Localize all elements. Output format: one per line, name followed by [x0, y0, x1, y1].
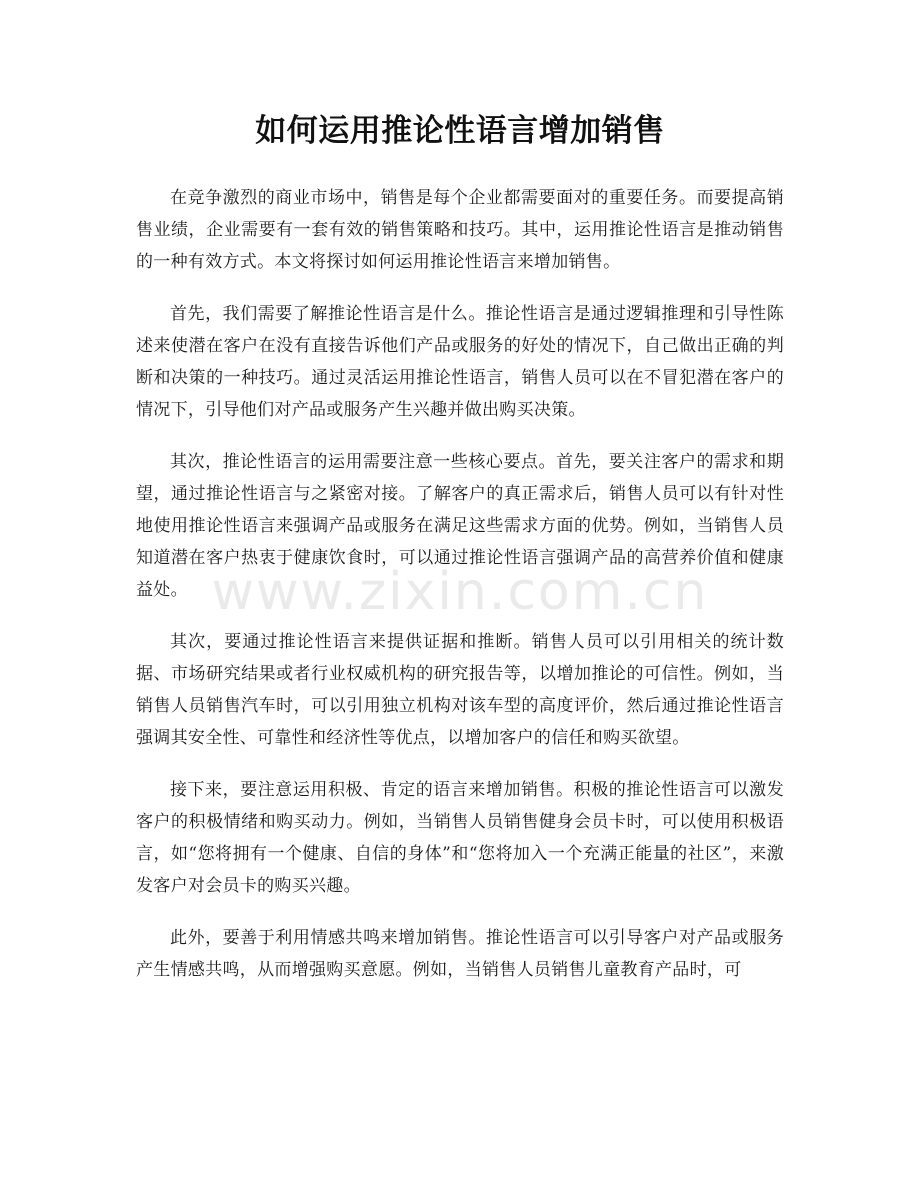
paragraph-positive-language: 接下来，要注意运用积极、肯定的语言来增加销售。积极的推论性语言可以激发客户的积极情绪和购买动力。例如，当销售人员销售健身会员卡时，可以使用积极语言，如“您将拥有一个健康、自信的身体”和“您将加入一个充满正能量的社区”，来激发客户对会员卡的购买兴趣。: [136, 780, 784, 896]
paragraph-emotional-resonance: 此外，要善于利用情感共鸣来增加销售。推论性语言可以引导客户对产品或服务产生情感共鸣，从而增强购买意愿。例如，当销售人员销售儿童教育产品时，可: [136, 928, 784, 980]
document-title: 如何运用推论性语言增加销售: [255, 113, 665, 149]
watermark: www.zixin.com.cn: [211, 562, 709, 622]
paragraph-evidence: 其次，要通过推论性语言来提供证据和推断。销售人员可以引用相关的统计数据、市场研究结果或者行业权威机构的研究报告等，以增加推论的可信性。例如，当销售人员销售汽车时，可以引用独立机构对该车型的高度评价，然后通过推论性语言强调其安全性、可靠性和经济性等优点，以增加客户的信任和购买欲望。: [136, 632, 784, 748]
paragraph-intro: 在竞争激烈的商业市场中，销售是每个企业都需要面对的重要任务。而要提高销售业绩，企业需要有一套有效的销售策略和技巧。其中，运用推论性语言是推动销售的一种有效方式。本文将探讨如何运用推论性语言来增加销售。: [136, 188, 784, 272]
paragraph-key-points: 其次，推论性语言的运用需要注意一些核心要点。首先，要关注客户的需求和期望，通过推论性语言与之紧密对接。了解客户的真正需求后，销售人员可以有针对性地使用推论性语言来强调产品或服务在满足这些需求方面的优势。例如，当销售人员知道潜在客户热衷于健康饮食时，可以通过推论性语言强调产品的高营养价值和健康益处。: [136, 452, 784, 600]
document-body: [136, 182, 784, 1006]
paragraph-definition: 首先，我们需要了解推论性语言是什么。推论性语言是通过逻辑推理和引导性陈述来使潜在客户在没有直接告诉他们产品或服务的好处的情况下，自己做出正确的判断和决策的一种技巧。通过灵活运用推论性语言，销售人员可以在不冒犯潜在客户的情况下，引导他们对产品或服务产生兴趣并做出购买决策。: [136, 304, 784, 420]
